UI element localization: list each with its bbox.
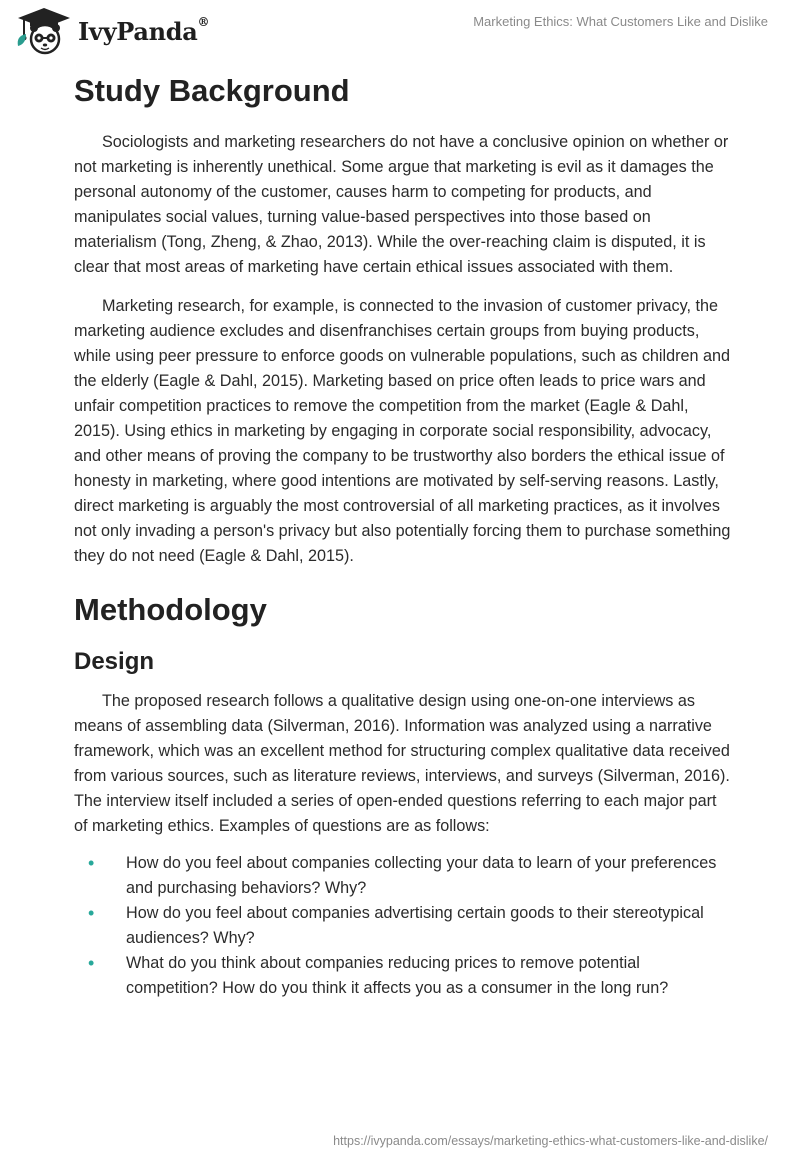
bullet-icon: • — [88, 903, 95, 923]
bullet-icon: • — [88, 953, 95, 973]
panda-graduate-icon — [14, 6, 74, 56]
list-item: • How do you feel about companies advertising certain goods to their stereotypical audiences? Why? — [88, 903, 704, 947]
page-header — [0, 0, 800, 64]
interview-questions-list — [74, 851, 734, 1001]
list-item: • What do you think about companies reducing prices to remove potential competition? How do you think it affects you as a consumer in the long run? — [88, 953, 669, 997]
study-background-paragraph-1: Sociologists and marketing researchers do not have a conclusive opinion on whether or not marketing is inherently unethical. Some argue that marketing is evil as it damages the personal autonomy of the customer, causes harm to competing for products, and manipulates social values, turning value-based perspectives into those based on materialism (Tong, Zheng, & Zhao, 2013). While the over-reaching claim is disputed, it is clear that most areas of marketing have certain ethical issues associated with them. — [74, 133, 729, 276]
design-heading: Design — [74, 648, 155, 675]
logo-text: IvyPanda® — [78, 14, 210, 46]
essay-content — [74, 72, 734, 1001]
source-url-link[interactable]: https://ivypanda.com/essays/marketing-ethics-what-customers-like-and-dislike/ — [333, 1134, 768, 1148]
study-background-paragraph-2: Marketing research, for example, is connected to the invasion of customer privacy, the marketing audience excludes and disenfranchises certain groups from buying products, while using peer pressure to enforce goods on vulnerable populations, such as children and the elderly (Eagle & Dahl, 2015). Marketing based on price often leads to price wars and unfair competition practices to remove the competition from the market (Eagle & Dahl, 2015). Using ethics in marketing by engaging in corporate social responsibility, advocacy, and other means of proving the company to be trustworthy also borders the ethical issue of honesty in marketing, where good intentions are motivated by self-serving reasons. Lastly, direct marketing is arguably the most controversial of all marketing practices, as it involves not only invading a person's privacy but also potentially forcing them to purchase something they do not need (Eagle & Dahl, 2015). — [74, 297, 731, 565]
methodology-heading: Methodology — [74, 592, 267, 627]
design-paragraph: The proposed research follows a qualitative design using one-on-one interviews as means of assembling data (Silverman, 2016). Information was analyzed using a narrative framework, which was an excellent method for structuring complex qualitative data received from various sources, such as literature reviews, interviews, and surveys (Silverman, 2016). The interview itself included a series of open-ended questions referring to each major part of marketing ethics. Examples of questions are as follows: — [74, 692, 730, 835]
document-title: Marketing Ethics: What Customers Like and Dislike — [473, 14, 768, 29]
list-item: • How do you feel about companies collecting your data to learn of your preferences and purchasing behaviors? Why? — [88, 853, 717, 897]
study-background-heading: Study Background — [74, 73, 350, 108]
ivypanda-logo[interactable] — [14, 6, 209, 56]
bullet-icon: • — [88, 853, 95, 873]
